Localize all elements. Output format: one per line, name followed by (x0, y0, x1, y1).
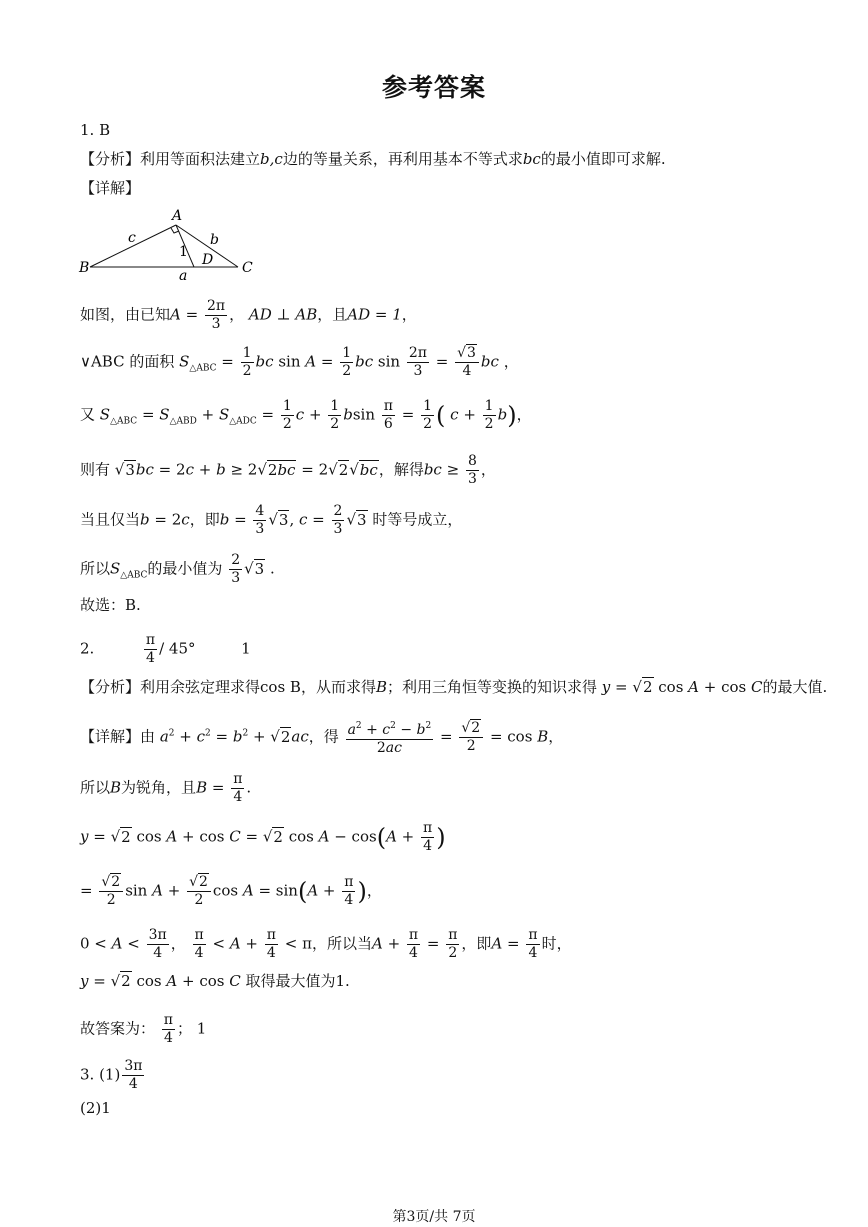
side-a-label: a (179, 268, 188, 282)
vertex-b-label: B (79, 260, 90, 276)
q1-given: 如图，由已知A = $\frac{2\pi}{3}$ ， AD ⊥ AB，且AD = 1， (80, 298, 417, 332)
point-d-label: D (202, 252, 214, 268)
q2-range: 0 < A < $\frac{3\pi}{4}$ ， $\frac{\pi}{4}$ < A + $\frac{\pi}{4}$ < π，所以当A + $\frac{\pi}{4}$ = $\frac{\pi}{2}$ ，即A = $\frac{\pi}{4}$ 时， (80, 927, 572, 961)
triangle-figure (76, 204, 266, 282)
q1-area-split: 又 $S_{\triangle ABC} = S_{\triangle ABD} + S_{\triangle ADC}$ = $\frac{1}{2}$ c + $\frac{1}{2}$ bsin $\frac{\pi}{6}$ = $\frac{1}{2}$ ( c + $\frac{1}{2}$ b)， (80, 398, 532, 432)
q1-analysis: 【分析】利用等面积法建立b,c边的等量关系，再利用基本不等式求bc的最小值即可求解. (80, 150, 666, 168)
q1-area: ∨ABC 的面积 $S_{\triangle ABC}$ = $\frac{1}{2}$ bc sin A = $\frac{1}{2}$ bc sin $\frac{2\pi}{3}$ = $\frac{√3}{4}$ bc ， (80, 345, 519, 379)
q1-inequality: 则有 √3bc = 2c + b ≥ 2√2bc = 2√2√bc，解得bc ≥ $\frac{8}{3}$ ， (80, 453, 496, 487)
page-title: 参考答案 (381, 73, 486, 102)
vertex-a-label: A (172, 208, 183, 224)
vertex-c-label: C (242, 260, 253, 276)
q3-part2: (2)1 (80, 1099, 111, 1117)
q2-analysis: 【分析】利用余弦定理求得cos B，从而求得B；利用三角恒等变换的知识求得 y = √2 cos A + cos C的最大值. (80, 678, 828, 696)
q2-simplify: = $\frac{√2}{2}$ sin A + $\frac{√2}{2}$ cos A = sin(A + $\frac{\pi}{4}$ )， (80, 874, 382, 908)
q2-max: y = √2 cos A + cos C 取得最大值为1. (80, 972, 350, 990)
page-footer: 第3页/共 7页 (392, 1209, 476, 1225)
q1-answer: 1. B (80, 121, 111, 139)
q2-expand: y = √2 cos A + cos C = √2 cos A − cos(A + $\frac{\pi}{4}$ ) (80, 820, 446, 854)
q2-final: 故答案为： $\frac{\pi}{4}$ ； 1 (80, 1012, 207, 1046)
q1-choice: 故选：B. (80, 596, 141, 614)
q1-detail-label: 【详解】 (80, 179, 141, 197)
altitude-label: 1 (179, 244, 188, 260)
q3-part1: 3. (1) $\frac{3\pi}{4}$ (80, 1058, 143, 1092)
q1-minimum: 所以$S_{\triangle ABC}$的最小值为 $\frac{2}{3}$ √3 . (80, 552, 275, 586)
q2-detail: 【详解】由 $a^2 + c^2 = b^2 + √2ac$，得 $\frac{a^2 + c^2 - b^2}{2ac}$ = $\frac{√2}{2}$ = cos B， (80, 720, 564, 756)
side-c-label: c (128, 230, 136, 246)
q2-answer: 2. $\frac{\pi}{4}$ / 45° 1 (80, 632, 251, 666)
q2-acute: 所以B为锐角，且B = $\frac{\pi}{4}$ . (80, 771, 252, 805)
q1-equality: 当且仅当b = 2c，即b = $\frac{4}{3}$ √3, c = $\frac{2}{3}$ √3 时等号成立， (80, 503, 463, 537)
side-b-label: b (210, 232, 219, 248)
